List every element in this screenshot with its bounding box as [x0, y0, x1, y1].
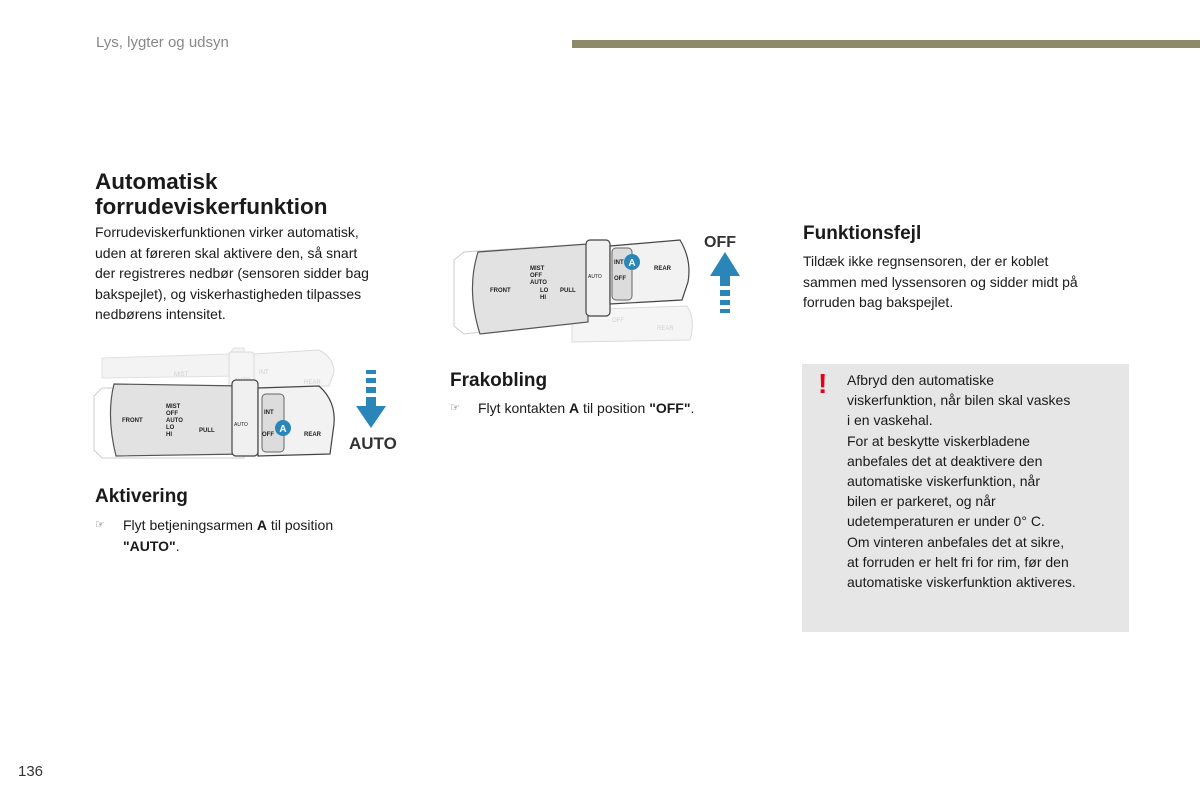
step-text: Flyt kontakten — [478, 400, 570, 416]
wiper-stalk-off-illustration — [452, 230, 742, 348]
page-title — [95, 169, 445, 219]
pull-label: PULL — [199, 428, 215, 434]
int-label: INT — [614, 260, 624, 266]
title-line-2: forrudeviskerfunktion — [95, 194, 328, 219]
rear-label: REAR — [654, 266, 672, 272]
position-value: "AUTO" — [123, 537, 176, 554]
down-arrow-icon — [356, 370, 386, 428]
hi-label: HI — [166, 432, 172, 438]
warning-note-text — [847, 370, 1119, 592]
stalk-ghost — [102, 348, 334, 388]
aktivering-instruction — [95, 515, 395, 556]
intro-paragraph — [95, 222, 410, 325]
note-line: udetemperaturen er under 0° C. — [847, 513, 1045, 530]
position-value: "OFF" — [649, 400, 691, 416]
ghost-mist-label: MIST — [174, 372, 189, 378]
step-text: til position — [579, 400, 650, 416]
front-label: FRONT — [122, 418, 143, 424]
paragraph-line: sammen med lyssensoren og sidder midt på — [803, 273, 1078, 290]
funktionsfejl-paragraph — [803, 251, 1123, 313]
ghost-rear-label: REAR — [304, 380, 321, 386]
note-line: i en vaskehal. — [847, 412, 933, 429]
note-line: Om vinteren anbefales det at sikre, — [847, 533, 1065, 550]
auto-label: AUTO — [530, 280, 547, 286]
marker-a-label: A — [279, 424, 287, 435]
tip-off-label: OFF — [614, 276, 626, 282]
aktivering-step — [95, 515, 395, 556]
note-line: bilen er parkeret, og når — [847, 493, 996, 510]
note-line: For at beskytte viskerbladene — [847, 432, 1030, 449]
warning-note-box — [802, 364, 1129, 632]
off-label: OFF — [530, 273, 542, 279]
rear-label: REAR — [304, 432, 322, 438]
wiper-stalk-auto-illustration — [94, 346, 399, 471]
ghost-off-label: OFF — [612, 318, 624, 324]
note-line: anbefales det at deaktivere den — [847, 452, 1043, 469]
tip-off-label: OFF — [262, 432, 274, 438]
control-letter: A — [569, 400, 580, 416]
auto-label: AUTO — [166, 418, 183, 424]
front-label: FRONT — [490, 288, 511, 294]
mist-label: MIST — [166, 404, 181, 410]
note-line: viskerfunktion, når bilen skal vaskes — [847, 392, 1071, 409]
pointing-hand-icon: ☞ — [450, 402, 460, 414]
paragraph-line: Tildæk ikke regnsensoren, der er koblet — [803, 253, 1049, 269]
funktionsfejl-heading: Funktionsfejl — [803, 223, 922, 244]
lo-label: LO — [166, 425, 175, 431]
off-label: OFF — [166, 411, 178, 417]
pull-label: PULL — [560, 288, 576, 294]
step-text: Flyt betjeningsarmen — [123, 517, 257, 533]
title-line-1: Automatisk — [95, 169, 218, 194]
intro-line: der registreres nedbør (sensoren sidder bag — [95, 265, 369, 281]
intro-line: uden at føreren skal aktivere den, så snart — [95, 244, 358, 261]
ghost-rear-label: REAR — [657, 326, 674, 332]
paragraph-line: forruden bag bakspejlet. — [803, 294, 954, 310]
step-text: . — [690, 400, 695, 416]
mist-label: MIST — [530, 266, 545, 272]
section-label: Lys, lygter og udsyn — [96, 34, 229, 51]
off-position-text: OFF — [704, 234, 736, 251]
aktivering-heading: Aktivering — [95, 486, 188, 507]
ring-auto-label: AUTO — [588, 274, 602, 280]
auto-position-text: AUTO — [349, 434, 397, 453]
ghost-int-label: INT — [259, 370, 269, 376]
step-text: til position — [266, 517, 334, 533]
intro-line: Forrudeviskerfunktionen virker automatisk, — [95, 224, 359, 240]
ring-auto-label: AUTO — [234, 422, 248, 428]
stalk-ring — [232, 380, 258, 456]
control-letter: A — [256, 517, 267, 533]
frakobling-heading: Frakobling — [450, 370, 548, 391]
note-line: automatiske viskerfunktion aktiveres. — [847, 574, 1076, 591]
frakobling-instruction — [450, 398, 770, 419]
frakobling-step — [450, 398, 770, 419]
up-arrow-icon — [710, 252, 740, 313]
int-label: INT — [264, 410, 274, 416]
note-line: automatiske viskerfunktion, når — [847, 473, 1040, 490]
intro-line: bakspejlet), og viskerhastigheden tilpasses — [95, 285, 362, 302]
page-number: 136 — [18, 763, 44, 780]
intro-line: nedbørens intensitet. — [95, 306, 226, 322]
marker-a-label: A — [628, 258, 636, 269]
warning-exclamation-icon: ! — [818, 368, 828, 399]
header-accent-bar — [572, 40, 1200, 48]
pointing-hand-icon: ☞ — [95, 519, 105, 531]
lo-label: LO — [540, 288, 549, 294]
hi-label: HI — [540, 295, 546, 301]
note-line: Afbryd den automatiske — [847, 372, 995, 388]
note-line: at forruden er helt fri for rim, før den — [847, 553, 1069, 570]
step-text: . — [175, 537, 180, 554]
